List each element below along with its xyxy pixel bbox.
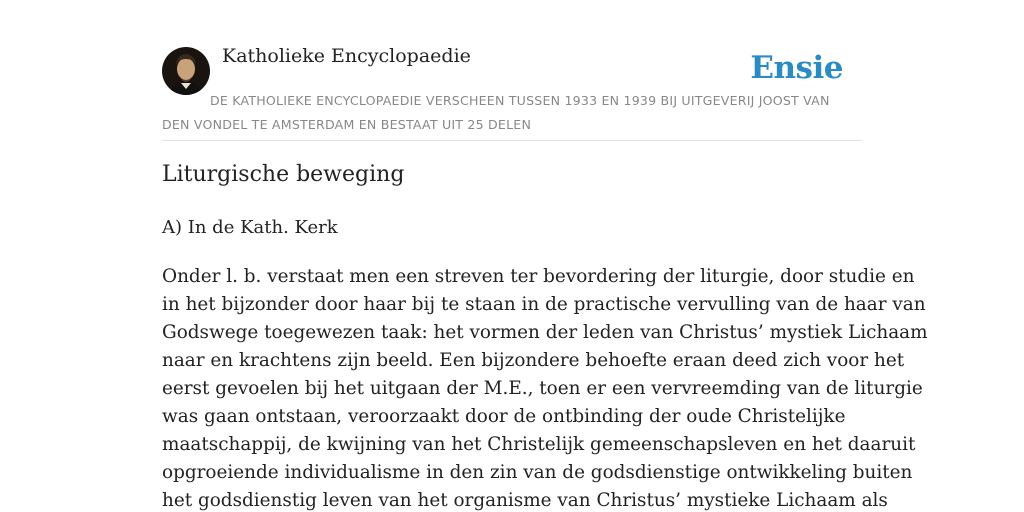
body-line: in het bijzonder door haar bij te staan in de practische vervulling van de haar van bbox=[162, 294, 926, 315]
article-subheading: A) In de Kath. Kerk bbox=[162, 217, 338, 238]
book-title[interactable]: Katholieke Encyclopaedie bbox=[222, 45, 471, 67]
page bbox=[162, 0, 928, 512]
body-line: maatschappij, de kwijning van het Christelijk gemeenschapsleven en het daaruit bbox=[162, 434, 916, 455]
article-title: Liturgische beweging bbox=[162, 162, 405, 187]
body-line: was gaan ontstaan, veroorzaakt door de ontbinding der oude Christelijke bbox=[162, 406, 846, 427]
header bbox=[162, 0, 862, 141]
body-line: opgroeiende individualisme in den zin van de godsdienstige ontwikkeling buiten bbox=[162, 462, 913, 483]
body-line: het godsdienstig leven van het organisme van Christus’ mystieke Lichaam als bbox=[162, 490, 888, 511]
book-description: DE KATHOLIEKE ENCYCLOPAEDIE VERSCHEEN TUSSEN 1933 EN 1939 BIJ UITGEVERIJ JOOST VAN DEN VONDEL TE AMSTERDAM EN BESTAAT UIT 25 DELEN bbox=[162, 93, 830, 132]
body-line: eerst gevoelen bij het uitgaan der M.E., toen er een vervreemding van de liturgie bbox=[162, 378, 923, 399]
article-body bbox=[162, 263, 928, 512]
portrait-avatar-icon[interactable] bbox=[162, 47, 210, 95]
body-line: Onder l. b. verstaat men een streven ter bevordering der liturgie, door studie en bbox=[162, 266, 915, 287]
body-line: naar en krachtens zijn beeld. Een bijzondere behoefte eraan deed zich voor het bbox=[162, 350, 905, 371]
body-line: Godswege toegewezen taak: het vormen der leden van Christus’ mystiek Lichaam bbox=[162, 322, 928, 343]
ensie-logo-link[interactable]: Ensie bbox=[750, 50, 843, 86]
